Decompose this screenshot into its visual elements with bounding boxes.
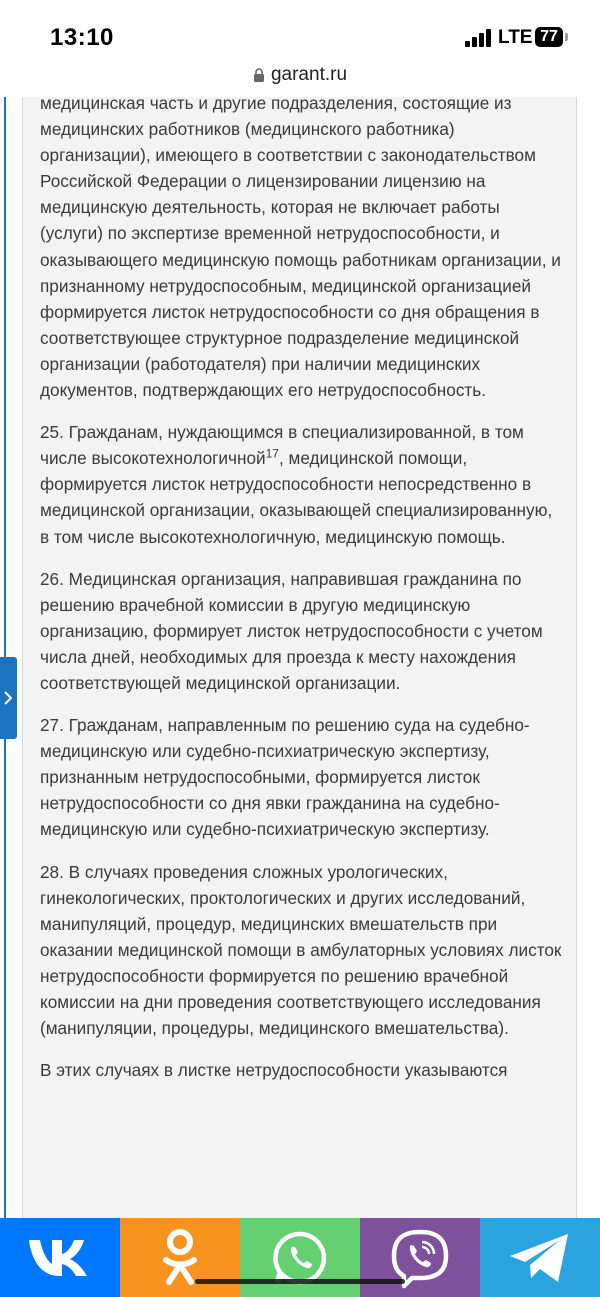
share-viber-button[interactable] xyxy=(360,1218,480,1297)
battery-cap xyxy=(565,33,568,41)
paragraph-25-text-start: 25. Гражданам, нуждающимся в специализированной, в том числе высокотехнологичной xyxy=(40,422,524,469)
telegram-icon xyxy=(506,1230,574,1286)
share-odnoklassniki-button[interactable] xyxy=(120,1218,240,1297)
paragraph-25-text-end: , медицинской помощи, формируется листок нетрудоспособности непосредственно в медицинской организации, оказывающей специализированную, в том числе высокотехнологичную, медицинскую помощь. xyxy=(40,448,553,547)
odnoklassniki-icon xyxy=(160,1228,200,1288)
side-panel-toggle[interactable] xyxy=(0,657,17,739)
footnote-ref-17[interactable]: 17 xyxy=(265,446,279,461)
paragraph-27: 27. Гражданам, направленным по решению суда на судебно-медицинскую или судебно-психиатрическую экспертизу, признанным нетрудоспособными, формируется листок нетрудоспособности со дня явки гражданина на судебно-медицинскую или судебно-психиатрическую экспертизу. xyxy=(40,715,530,840)
paragraph-25 xyxy=(40,419,565,549)
share-telegram-button[interactable] xyxy=(480,1218,600,1297)
paragraph-28-continued: В этих случаях в листке нетрудоспособности указываются xyxy=(40,1060,508,1081)
paragraph-28: 28. В случаях проведения сложных урологических, гинекологических, проктологических и других исследований, манипуляций, процедур, медицинских вмешательств при оказании медицинской помощи в амбулаторных условиях листок нетрудоспособности формируется по решению врачебной комиссии на дни проведения соответствующего исследования (манипуляции, процедуры, медицинского вмешательства). xyxy=(40,861,562,1039)
chevron-right-icon xyxy=(2,690,14,706)
share-whatsapp-button[interactable] xyxy=(240,1218,360,1297)
signal-strength-icon xyxy=(465,29,493,47)
home-indicator[interactable] xyxy=(195,1279,405,1284)
url-bar[interactable] xyxy=(0,60,600,96)
vk-icon xyxy=(25,1236,95,1280)
document-panel xyxy=(22,97,577,1222)
status-time: 13:10 xyxy=(50,24,114,51)
paragraph-24-continued: медицинская часть и другие подразделения, состоящие из медицинских работников (медицинского работника) организации), имеющего в соответствии с законодательством Российской Федерации о лицензировании лицензию на медицинскую деятельность, которая не включает работы (услуги) по экспертизе временной нетрудоспособности, и оказывающего медицинскую помощь работникам организации, и признанному нетрудоспособным, медицинской организацией формируется листок нетрудоспособности со дня обращения в соответствующее структурное подразделение медицинской организации (работодателя) при наличии медицинских документов, подтверждающих его нетрудоспособность. xyxy=(40,97,561,401)
share-bar xyxy=(0,1218,600,1297)
paragraph-26: 26. Медицинская организация, направившая гражданина по решению врачебной комиссии в другую медицинскую организацию, формирует листок нетрудоспособности с учетом числа дней, необходимых для проезда к месту нахождения соответствующей медицинской организации. xyxy=(40,568,543,693)
network-type: LTE xyxy=(498,27,533,48)
lock-icon xyxy=(253,68,265,82)
status-bar xyxy=(0,0,600,60)
battery-icon: 77 xyxy=(535,27,563,47)
document-text xyxy=(40,97,565,1099)
share-vk-button[interactable] xyxy=(0,1218,120,1297)
url-text: garant.ru xyxy=(270,64,348,85)
